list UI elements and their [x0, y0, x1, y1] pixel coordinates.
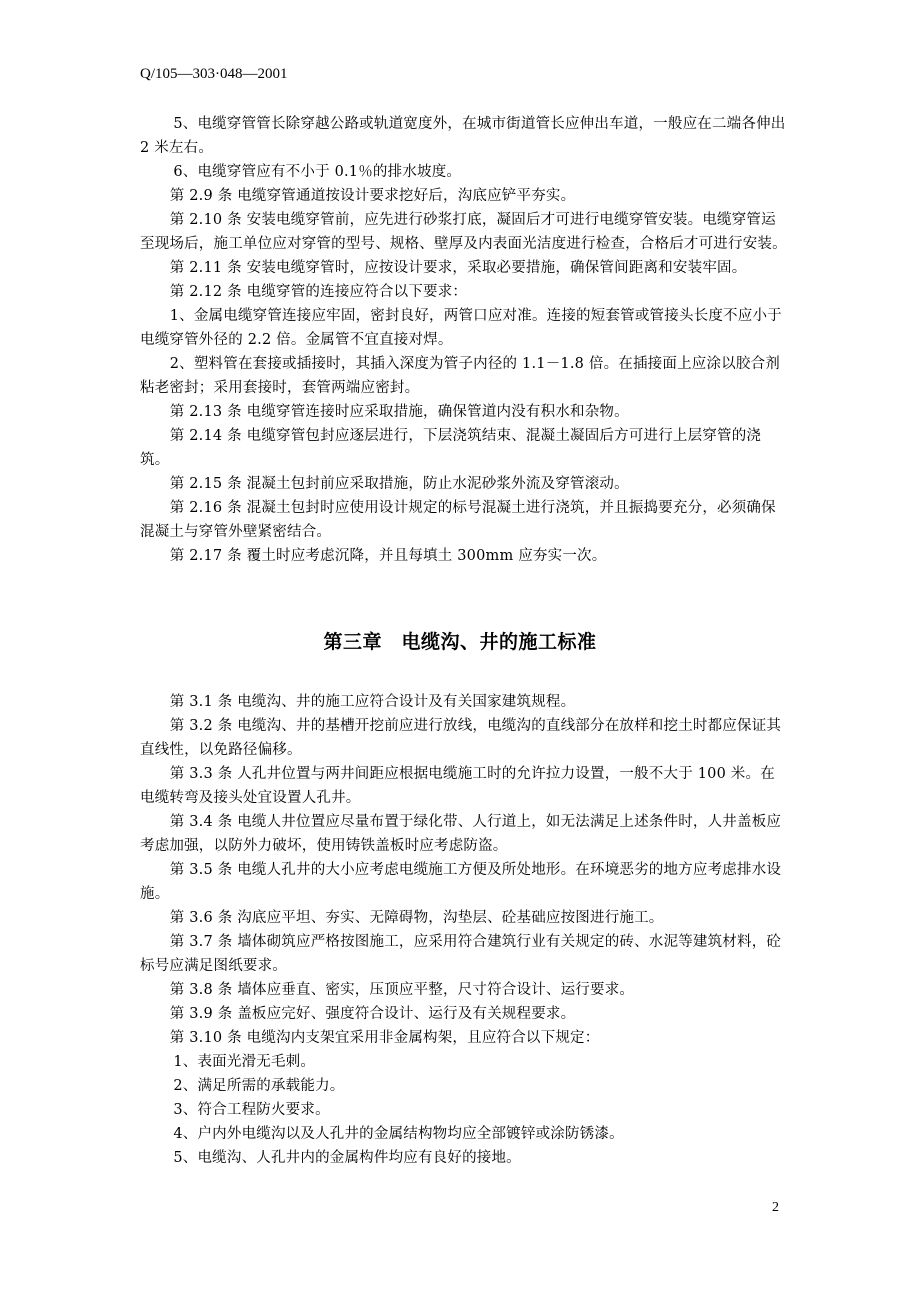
list-item: 5、电缆沟、人孔井内的金属构件均应有良好的接地。: [173, 1150, 521, 1166]
paragraph: 第 3.2 条 电缆沟、井的基槽开挖前应进行放线，电缆沟的直线部分在放样和挖土时都应保证其直线性，以免路径偏移。: [140, 718, 782, 758]
paragraph: 6、电缆穿管应有不小于 0.1％的排水坡度。: [173, 164, 462, 180]
list-item: 2、满足所需的承载能力。: [173, 1078, 345, 1094]
paragraph: 第 2.12 条 电缆穿管的连接应符合以下要求：: [169, 284, 468, 300]
paragraph: 第 3.7 条 墙体砌筑应严格按图施工，应采用符合建筑行业有关规定的砖、水泥等建筑材料，砼标号应满足图纸要求。: [140, 934, 782, 974]
paragraph: 5、电缆穿管管长除穿越公路或轨道宽度外，在城市街道管长应伸出车道，一般应在二端各伸出 2 米左右。: [140, 116, 786, 156]
paragraph: 第 3.5 条 电缆人孔井的大小应考虑电缆施工方便及所处地形。在环境恶劣的地方应考虑排水设施。: [140, 862, 782, 902]
section-2-body: [140, 112, 788, 568]
paragraph: 第 2.17 条 覆土时应考虑沉降，并且每填土 300mm 应夯实一次。: [169, 548, 607, 564]
list-item: 3、符合工程防火要求。: [173, 1102, 330, 1118]
paragraph: 2、塑料管在套接或插接时，其插入深度为管子内径的 1.1－1.8 倍。在插接面上应涂以胶合剂粘老密封；采用套接时，套管两端应密封。: [140, 356, 780, 396]
paragraph: 第 3.1 条 电缆沟、井的施工应符合设计及有关国家建筑规程。: [169, 694, 576, 710]
list-item: 1、表面光滑无毛刺。: [173, 1054, 316, 1070]
paragraph: 第 3.8 条 墙体应垂直、密实，压顶应平整，尺寸符合设计、运行要求。: [169, 982, 635, 998]
chapter-3-body: [140, 690, 788, 1170]
paragraph: 第 2.11 条 安装电缆穿管时，应按设计要求，采取必要措施，确保管间距离和安装牢固。: [169, 260, 747, 276]
paragraph: 第 2.16 条 混凝土包封时应使用设计规定的标号混凝土进行浇筑，并且振捣要充分，必须确保混凝土与穿管外壁紧密结合。: [140, 500, 776, 540]
paragraph: 第 2.13 条 电缆穿管连接时应采取措施，确保管道内没有积水和杂物。: [169, 404, 629, 420]
document-code: Q/105—303·048—2001: [140, 66, 288, 82]
paragraph: 第 2.9 条 电缆穿管通道按设计要求挖好后，沟底应铲平夯实。: [169, 188, 576, 204]
chapter-title: 第三章 电缆沟、井的施工标准: [323, 631, 597, 653]
paragraph: 第 2.14 条 电缆穿管包封应逐层进行，下层浇筑结束、混凝土凝固后方可进行上层穿管的浇筑。: [140, 428, 762, 468]
paragraph: 第 2.15 条 混凝土包封前应采取措施，防止水泥砂浆外流及穿管滚动。: [169, 476, 629, 492]
paragraph: 第 3.4 条 电缆人井位置应尽量布置于绿化带、人行道上，如无法满足上述条件时，人井盖板应考虑加强，以防外力破坏，使用铸铁盖板时应考虑防盗。: [140, 814, 782, 854]
paragraph: 第 3.6 条 沟底应平坦、夯实、无障碍物，沟垫层、砼基础应按图进行施工。: [169, 910, 664, 926]
paragraph: 第 3.3 条 人孔井位置与两井间距应根据电缆施工时的允许拉力设置，一般不大于 100 米。在电缆转弯及接头处宜设置人孔井。: [140, 766, 775, 806]
list-item: 4、户内外电缆沟以及人孔井的金属结构物均应全部镀锌或涂防锈漆。: [173, 1126, 624, 1142]
paragraph: 1、金属电缆穿管连接应牢固，密封良好，两管口应对准。连接的短套管或管接头长度不应小于电缆穿管外径的 2.2 倍。金属管不宜直接对焊。: [140, 308, 782, 348]
page-number: 2: [772, 1200, 779, 1215]
paragraph: 第 2.10 条 安装电缆穿管前，应先进行砂浆打底，凝固后才可进行电缆穿管安装。电缆穿管运至现场后，施工单位应对穿管的型号、规格、壁厚及内表面光洁度进行检查，合格后才可进行安装。: [140, 212, 787, 252]
paragraph: 第 3.10 条 电缆沟内支架宜采用非金属构架，且应符合以下规定：: [169, 1030, 600, 1046]
paragraph: 第 3.9 条 盖板应完好、强度符合设计、运行及有关规程要求。: [169, 1006, 576, 1022]
